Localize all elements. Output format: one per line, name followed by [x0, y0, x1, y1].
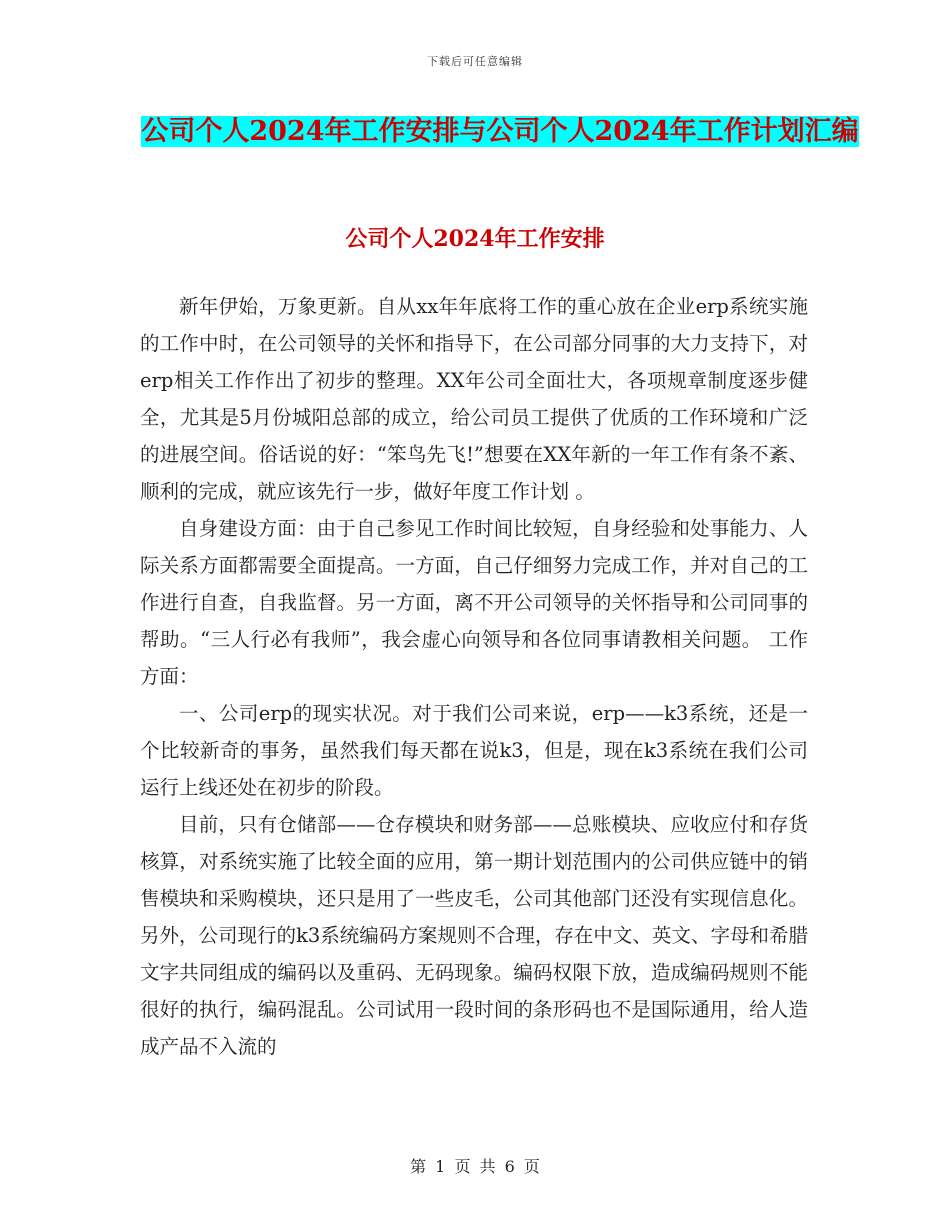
document-body	[140, 288, 808, 1065]
page-number-footer: 第 1 页 共 6 页	[410, 1157, 540, 1176]
paragraph: 一、公司erp的现实状况。对于我们公司来说，erp——k3系统，还是一个比较新奇的事务，虽然我们每天都在说k3，但是，现在k3系统在我们公司运行上线还处在初步的阶段。	[140, 702, 808, 799]
paragraph: 新年伊始，万象更新。自从xx年年底将工作的重心放在企业erp系统实施的工作中时，在公司领导的关怀和指导下，在公司部分同事的大力支持下，对erp相关工作作出了初步的整理。XX年公司全面壮大，各项规章制度逐步健全，尤其是5月份城阳总部的成立，给公司员工提供了优质的工作环境和广泛的进展空间。俗话说的好：“笨鸟先飞!”想要在XX年新的一年工作有条不紊、顺利的完成，就应该先行一步，做好年度工作计划 。	[140, 295, 808, 503]
document-title-text: 公司个人2024年工作安排与公司个人2024年工作计划汇编	[141, 116, 859, 147]
page-header-note: 下载后可任意编辑	[427, 55, 523, 68]
document-title	[140, 108, 860, 156]
paragraph: 目前，只有仓储部——仓存模块和财务部——总账模块、应收应付和存货核算，对系统实施了比较全面的应用，第一期计划范围内的公司供应链中的销售模块和采购模块，还只是用了一些皮毛，公司其他部门还没有实现信息化。另外，公司现行的k3系统编码方案规则不合理，存在中文、英文、字母和希腊文字共同组成的编码以及重码、无码现象。编码权限下放，造成编码规则不能很好的执行，编码混乱。公司试用一段时间的条形码也不是国际通用，给人造成产品不入流的	[140, 813, 808, 1058]
section-title: 公司个人2024年工作安排	[345, 226, 605, 252]
paragraph: 自身建设方面：由于自己参见工作时间比较短，自身经验和处事能力、人际关系方面都需要全面提高。一方面，自己仔细努力完成工作，并对自己的工作进行自查，自我监督。另一方面，离不开公司领导的关怀指导和公司同事的帮助。“三人行必有我师”，我会虚心向领导和各位同事请教相关问题。 工作方面：	[140, 517, 808, 688]
